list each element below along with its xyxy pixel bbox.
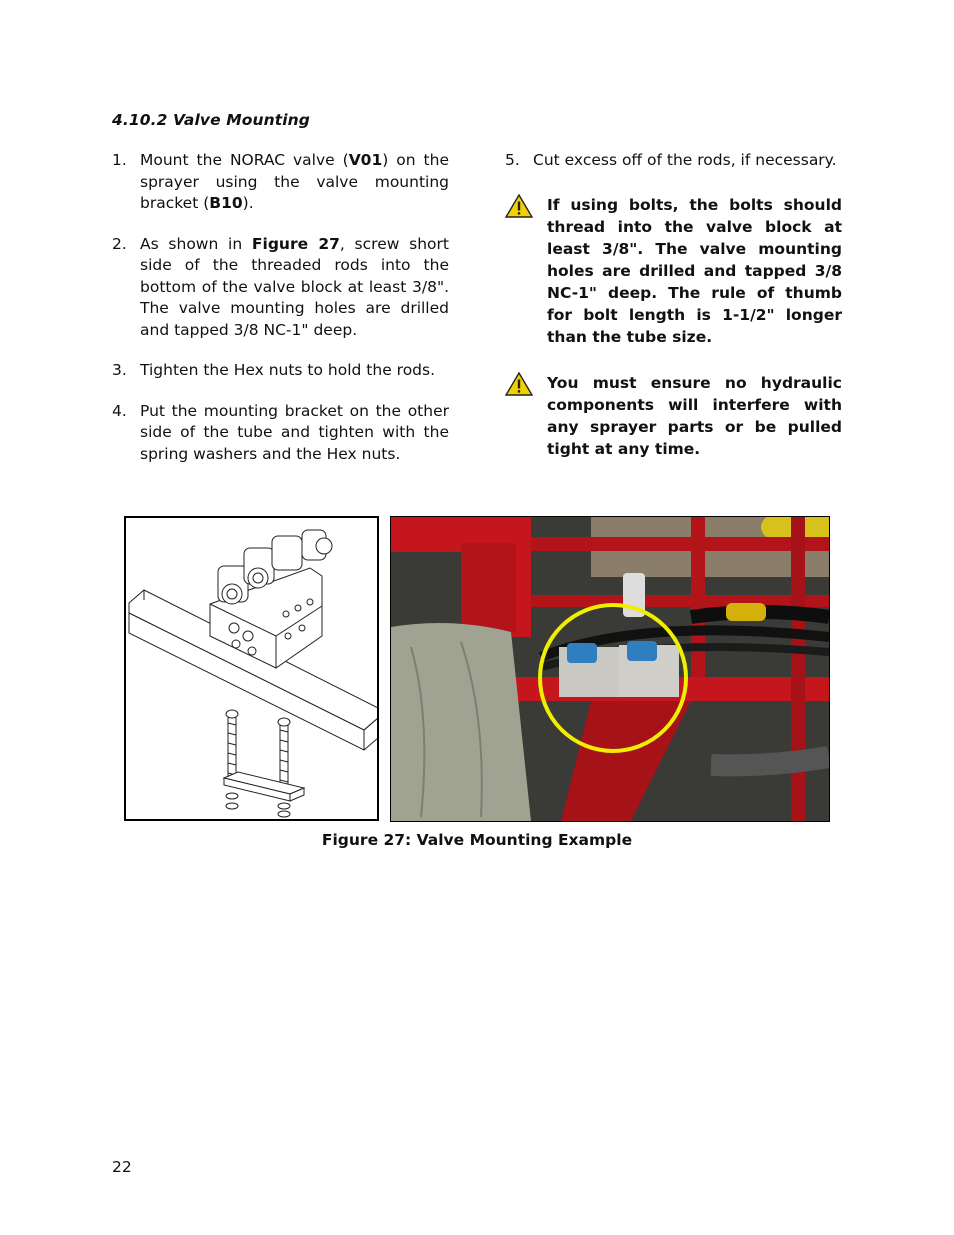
warning-triangle-icon: [505, 194, 547, 348]
figure-reference: Figure 27: [251, 234, 340, 253]
section-title: 4.10.2 Valve Mounting: [112, 111, 310, 129]
page-number: 22: [112, 1158, 132, 1176]
figure-caption: Figure 27: Valve Mounting Example: [321, 831, 633, 849]
list-text: As shown in Figure 27, screw short side of the threaded rods into the bottom of the valve block at least 3/8". The valve mounting holes are drilled and tapped 3/8 NC-1" deep.: [140, 234, 449, 339]
list-number: 3.: [112, 361, 127, 379]
left-column: [112, 150, 449, 484]
list-item-3: [112, 360, 449, 382]
list-number: 2.: [112, 234, 127, 253]
warning-triangle-icon: [505, 372, 547, 460]
list-text: Tighten the Hex nuts to hold the rods.: [140, 361, 436, 379]
list-item-4: [112, 401, 449, 466]
list-item-1: [112, 150, 449, 215]
list-number: 4.: [112, 401, 127, 420]
sprayer-valve-photo: [390, 516, 830, 822]
warning-note-2: [505, 372, 842, 460]
warning-text: You must ensure no hydraulic components will interfere with any sprayer parts or be pulled tight at any time.: [547, 373, 842, 458]
valve-assembly-diagram: [124, 516, 379, 821]
list-number: 1.: [112, 151, 127, 169]
right-column: [505, 150, 842, 480]
list-text: Cut excess off of the rods, if necessary.: [533, 151, 837, 169]
warning-text: If using bolts, the bolts should thread into the valve block at least 3/8". The valve mounting holes are drilled and tapped 3/8 NC-1" deep. The rule of thumb for bolt length is 1-1/2" longer than the tube size.: [547, 195, 842, 346]
warning-note-1: [505, 194, 842, 348]
list-number: 5.: [505, 151, 520, 169]
list-item-5: [505, 150, 842, 172]
list-text: Mount the NORAC valve (V01) on the sprayer using the valve mounting bracket (B10).: [140, 151, 449, 212]
list-text: Put the mounting bracket on the other side of the tube and tighten with the spring washers and the Hex nuts.: [140, 401, 449, 463]
list-item-2: [112, 234, 449, 342]
